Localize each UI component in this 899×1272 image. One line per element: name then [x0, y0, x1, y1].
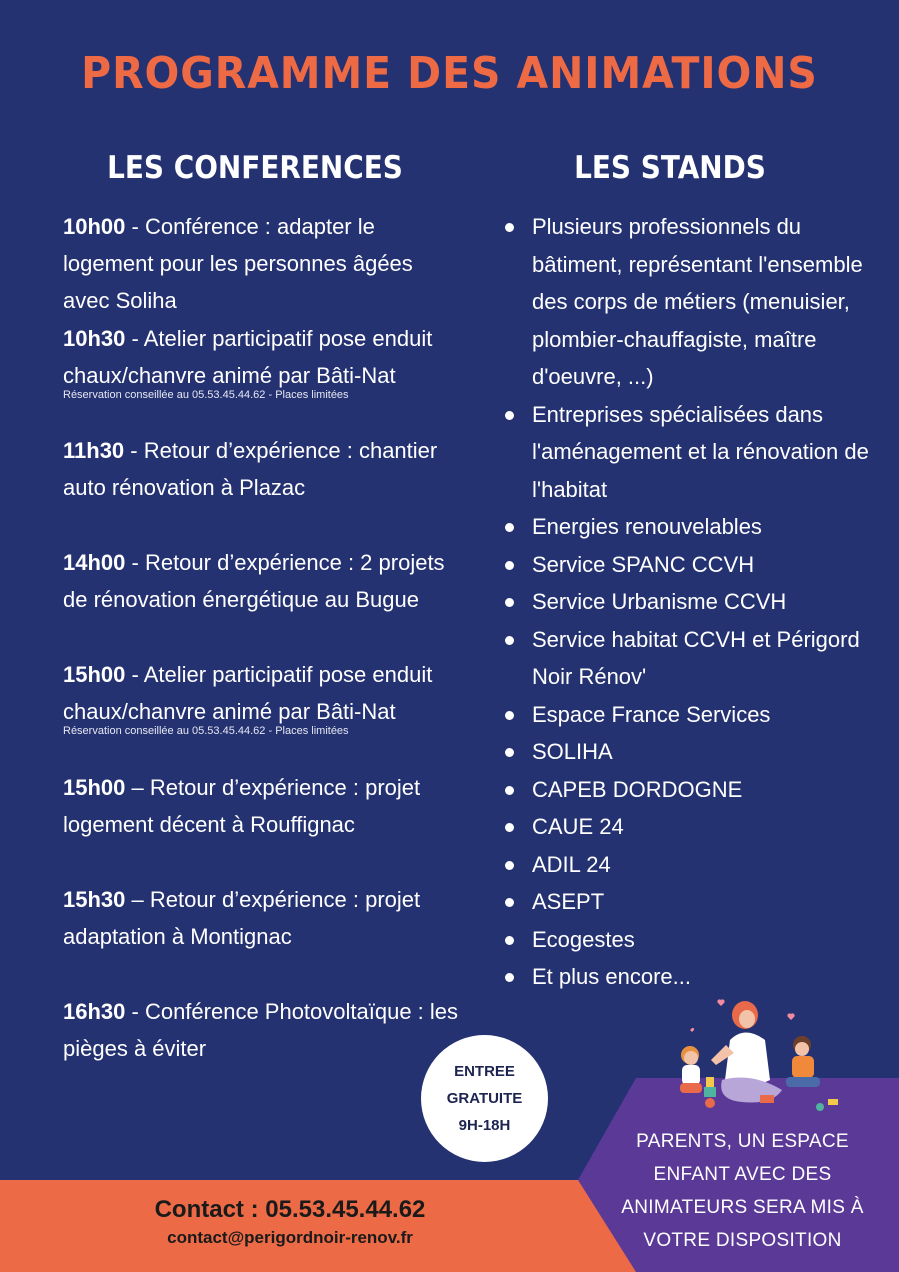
stand-item: CAUE 24	[532, 808, 872, 846]
page-title: PROGRAMME DES ANIMATIONS	[81, 48, 818, 99]
reservation-note: Réservation conseillée au 05.53.45.44.62 - Places limitées	[63, 725, 349, 737]
stand-item: Plusieurs professionnels du bâtiment, représentant l'ensemble des corps de métiers (menuisier, plombier-chauffagiste, maître d'oeuvre, ...)	[532, 208, 872, 396]
kids-play-illustration-icon	[660, 995, 860, 1120]
stand-item: Service Urbanisme CCVH	[532, 583, 872, 621]
stand-item: Entreprises spécialisées dans l'aménagement et la rénovation de l'habitat	[532, 396, 872, 509]
contact-email[interactable]: contact@perigordnoir-renov.fr	[167, 1228, 413, 1247]
conference-text: - Retour d’expérience : 2 projets de rénovation énergétique au Bugue	[63, 550, 445, 612]
parents-notice: PARENTS, UN ESPACE ENFANT AVEC DES ANIMATEURS SERA MIS À VOTRE DISPOSITION	[621, 1131, 864, 1251]
conference-time: 11h30	[63, 438, 125, 463]
stand-item: CAPEB DORDOGNE	[532, 771, 872, 809]
entry-hours: 9H-18H	[458, 1117, 511, 1134]
stand-item: ASEPT	[532, 883, 872, 921]
reservation-note: Réservation conseillée au 05.53.45.44.62 - Places limitées	[63, 389, 349, 401]
contact-phone[interactable]: Contact : 05.53.45.44.62	[154, 1196, 426, 1223]
stand-item: Service habitat CCVH et Périgord Noir Rénov'	[532, 621, 872, 696]
conference-time: 10h00	[63, 214, 126, 239]
stand-item: SOLIHA	[532, 733, 872, 771]
conference-text: - Retour d’expérience : chantier auto rénovation à Plazac	[63, 438, 438, 500]
conference-text: - Conférence : adapter le logement pour les personnes âgées avec Soliha	[63, 214, 413, 313]
conference-text: – Retour d’expérience : projet adaptation à Montignac	[63, 887, 421, 949]
entry-line: GRATUITE	[446, 1090, 523, 1107]
conference-time: 15h00	[63, 662, 126, 687]
stand-item: ADIL 24	[532, 846, 872, 884]
conference-text: - Conférence Photovoltaïque : les pièges à éviter	[63, 999, 459, 1061]
stand-item: Espace France Services	[532, 696, 872, 734]
stands-heading: LES STANDS	[574, 150, 766, 186]
stand-item: Energies renouvelables	[532, 508, 872, 546]
conference-time: 15h30	[63, 887, 126, 912]
conference-time: 14h00	[63, 550, 126, 575]
conference-text: – Retour d’expérience : projet logement décent à Rouffignac	[63, 775, 421, 837]
stand-item: Service SPANC CCVH	[532, 546, 872, 584]
entry-line: ENTREE	[454, 1063, 515, 1080]
conference-time: 10h30	[63, 326, 126, 351]
conference-text: - Atelier participatif pose enduit chaux/chanvre animé par Bâti-Nat	[63, 662, 433, 724]
conference-time: 16h30	[63, 999, 126, 1024]
stand-item: Ecogestes	[532, 921, 872, 959]
conference-text: - Atelier participatif pose enduit chaux/chanvre animé par Bâti-Nat	[63, 326, 433, 388]
stand-item: Et plus encore...	[532, 958, 872, 996]
conference-time: 15h00	[63, 775, 126, 800]
conferences-heading: LES CONFERENCES	[107, 150, 403, 186]
